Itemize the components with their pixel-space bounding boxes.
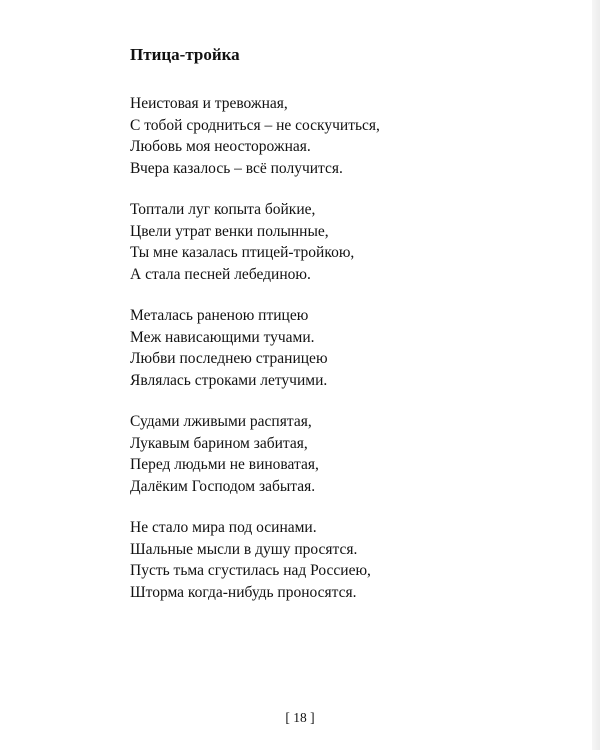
verse-line: Топтали луг копыта бойкие, [130, 201, 316, 218]
stanza-4 [130, 411, 560, 497]
page-number: [ 18 ] [285, 710, 315, 725]
verse-line: С тобой сродниться – не соскучиться, [130, 116, 380, 134]
verse-line: Судами лживыми распятая, [130, 413, 312, 430]
verse-line: Шальные мысли в душу просятся. [130, 540, 358, 558]
verse-line: Лукавым барином забитая, [130, 434, 308, 452]
verse-line: Являлась строками летучими. [130, 371, 328, 389]
poem-title: Птица-тройка [130, 45, 240, 64]
page-edge-shadow [592, 0, 600, 750]
verse-line: А стала песней лебединою. [130, 265, 311, 283]
verse-line: Шторма когда-нибудь проносятся. [130, 583, 357, 601]
verse-line: Не стало мира под осинами. [130, 519, 317, 536]
verse-line: Цвели утрат венки полынные, [130, 222, 329, 240]
verse-line: Пусть тьма сгустилась над Россиею, [130, 562, 371, 579]
stanza-2 [130, 199, 560, 285]
verse-line: Вчера казалось – всё получится. [130, 159, 343, 177]
stanza-1 [130, 93, 560, 179]
verse-line: Неистовая и тревожная, [130, 95, 288, 112]
stanza-3 [130, 305, 560, 391]
verse-line: Любовь моя неосторожная. [130, 138, 311, 155]
verse-line: Далёким Господом забытая. [130, 477, 316, 495]
verse-line: Меж нависающими тучами. [130, 328, 315, 346]
verse-line: Перед людьми не виноватая, [130, 456, 319, 473]
verse-line: Металась раненою птицею [130, 307, 309, 324]
verse-line: Ты мне казалась птицей-тройкою, [130, 244, 355, 261]
poem-page [130, 44, 560, 603]
stanza-5 [130, 517, 560, 603]
verse-line: Любви последнею страницею [130, 350, 328, 367]
